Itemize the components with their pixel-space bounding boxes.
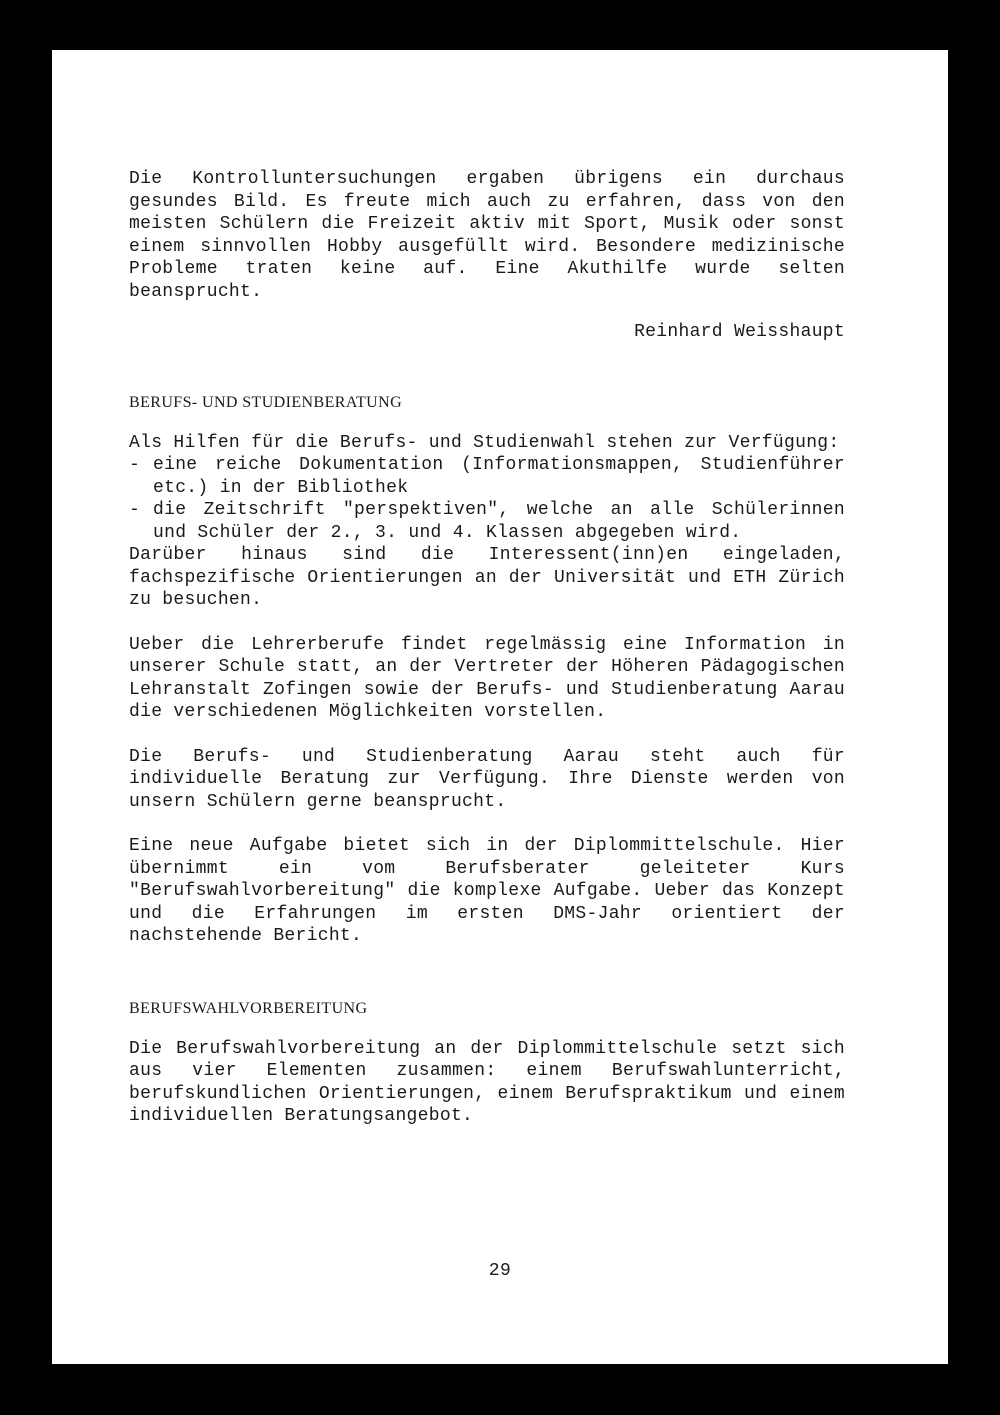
heading-berufs-und-studienberatung: BERUFS- UND STUDIENBERATUNG: [129, 393, 403, 411]
beratung-aarau-paragraph: Die Berufs- und Studienberatung Aarau steht auch für individuelle Beratung zur Verfügung. Ihre Dienste werden von unsern Schülern gerne beansprucht.: [129, 746, 845, 812]
intro-paragraph: Die Kontrolluntersuchungen ergaben übrigens ein durchaus gesundes Bild. Es freute mich auch zu erfahren, dass von den meisten Schülern die Freizeit aktiv mit Sport, Musik oder sonst einem sinnvollen Hobby ausgefüllt wird. Besondere medizinische Probleme traten keine auf. Eine Akuthilfe wurde selten beansprucht.: [129, 169, 845, 302]
list-marker: -: [129, 455, 141, 475]
list-marker: -: [129, 500, 141, 520]
lehrerberufe-paragraph: Ueber die Lehrerberufe findet regelmässig eine Information in unserer Schule statt, an der Vertreter der Höheren Pädagogischen Lehranstalt Zofingen sowie der Berufs- und Studienberatung Aarau die verschiedenen Möglichkeiten vorstellen.: [129, 634, 845, 722]
after-list-paragraph: Darüber hinaus sind die Interessent(inn)en eingeladen, fachspezifische Orientierungen an der Universität und ETH Zürich zu besuchen.: [129, 545, 845, 610]
list-item: [129, 499, 845, 544]
list-item-text: die Zeitschrift "perspektiven", welche an alle Schülerinnen und Schüler der 2., 3. und 4. Klassen abgegeben wird.: [153, 500, 845, 543]
list-item-text: eine reiche Dokumentation (Informationsmappen, Studienführer etc.) in der Bibliothek: [153, 455, 845, 498]
page-content: [129, 168, 845, 1128]
hilfen-list: [129, 454, 845, 544]
document-page: [52, 50, 948, 1364]
heading-berufswahlvorbereitung: BERUFSWAHLVORBEREITUNG: [129, 999, 368, 1017]
beratung-intro: Als Hilfen für die Berufs- und Studienwahl stehen zur Verfügung:: [129, 432, 840, 453]
page-number: 29: [488, 1261, 512, 1281]
list-item: [129, 454, 845, 499]
berufswahl-paragraph: Die Berufswahlvorbereitung an der Diplommittelschule setzt sich aus vier Elementen zusammen: einem Berufswahlunterricht, berufskundlichen Orientierungen, einem Berufspraktikum und einem individuellen Beratungsangebot.: [129, 1038, 845, 1126]
author-signature: Reinhard Weisshaupt: [634, 322, 845, 342]
diplommittelschule-paragraph: Eine neue Aufgabe bietet sich in der Diplommittelschule. Hier übernimmt ein vom Berufsberater geleiteter Kurs "Berufswahlvorbereitung" die komplexe Aufgabe. Ueber das Konzept und die Erfahrungen im ersten DMS-Jahr orientiert der nachstehende Bericht.: [129, 836, 845, 946]
